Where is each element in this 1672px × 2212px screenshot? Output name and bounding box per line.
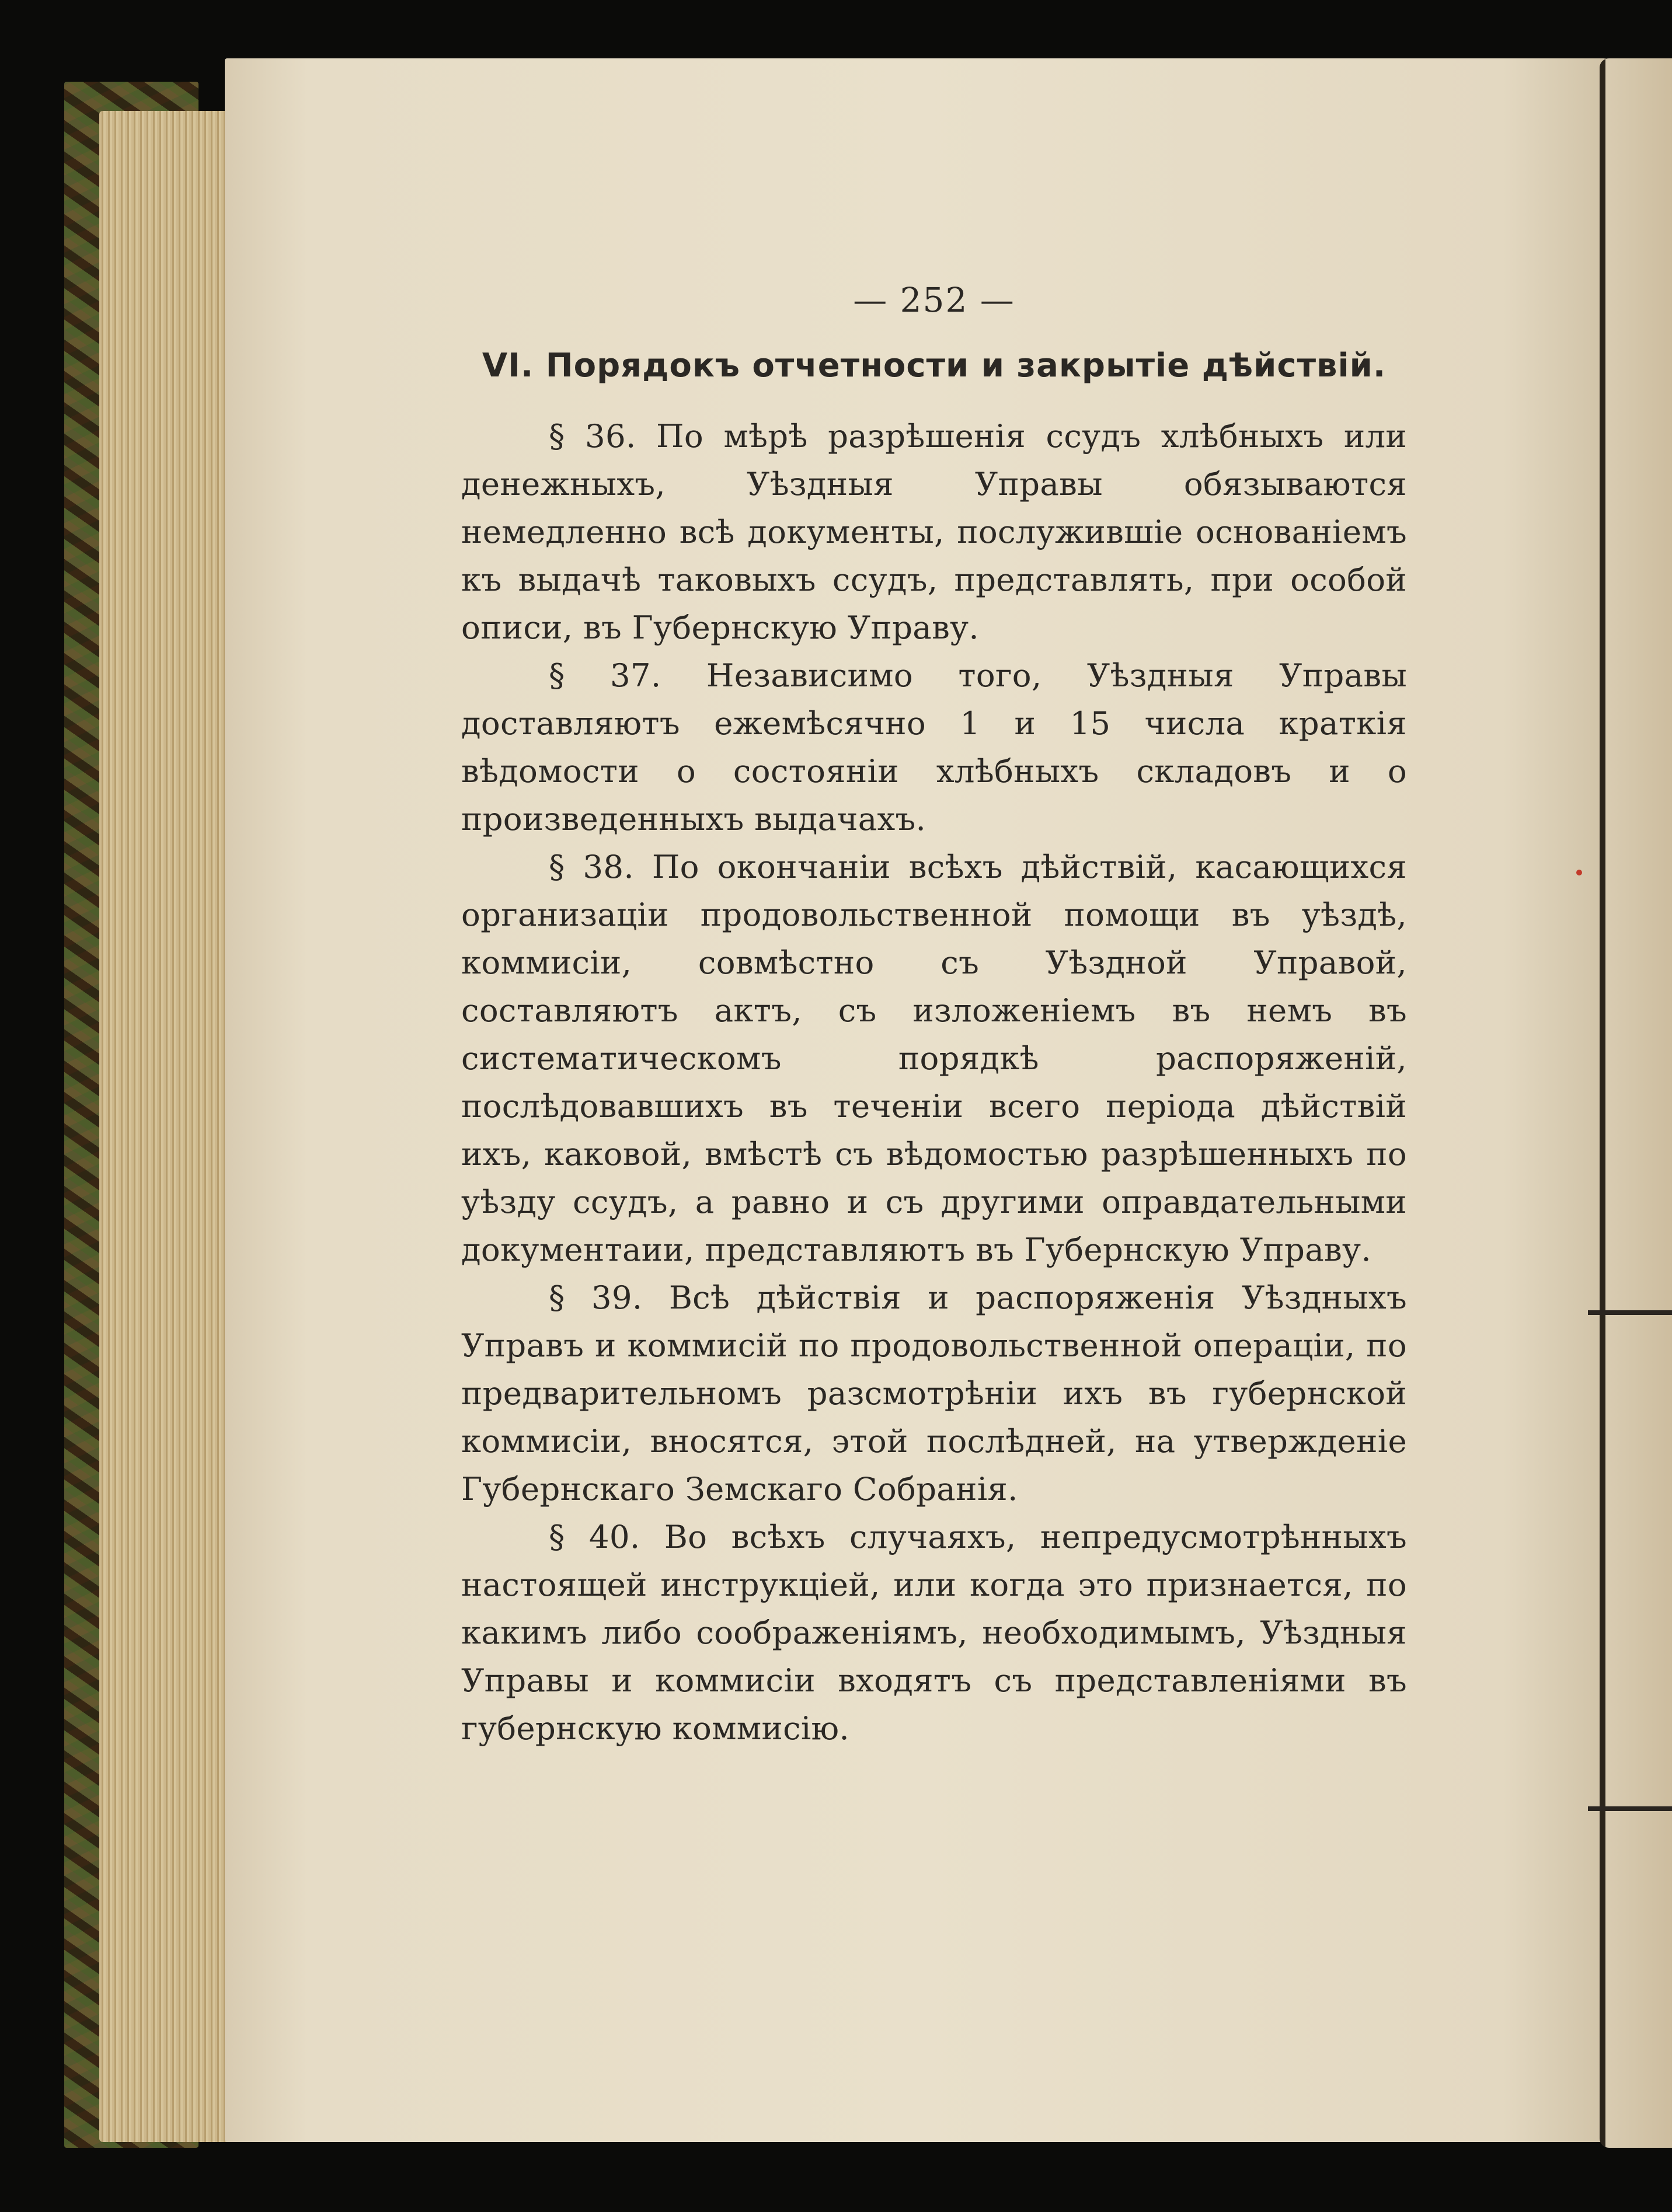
- paragraph-39: § 39. Всѣ дѣйствія и распоряженія Уѣздныхъ Управъ и коммисій по продовольственной операціи, по предварительномъ разсмотрѣніи ихъ въ губернской коммисіи, вносятся, этой послѣдней, на утвержденіе Губернскаго Земскаго Собранія.: [461, 1279, 1407, 1508]
- page-number: — 252 —: [853, 280, 1015, 320]
- paragraph-40: § 40. Во всѣхъ случаяхъ, непредусмотрѣнныхъ настоящей инструкціей, или когда это признается, по какимъ либо соображеніямъ, необходимымъ, Уѣздныя Управы и коммисіи входятъ съ представленіями въ губернскую коммисію.: [461, 1518, 1407, 1747]
- paragraph-38: § 38. По окончаніи всѣхъ дѣйствій, касающихся организаціи продовольственной помощи въ уѣздѣ, коммисіи, совмѣстно съ Уѣздной Управой, составляютъ актъ, съ изложеніемъ въ немъ въ систематическомъ порядкѣ распоряженій, послѣдовавшихъ въ теченіи всего періода дѣйствій ихъ, каковой, вмѣстѣ съ вѣдомостью разрѣшенныхъ по уѣзду ссудъ, а равно и съ другими оправдательными документаии, представляютъ въ Губернскую Управу.: [461, 848, 1407, 1268]
- clip-mark: [1588, 1806, 1672, 1811]
- red-dot: [1576, 870, 1582, 875]
- page-edges: [99, 111, 234, 2142]
- adjacent-page: [1600, 58, 1672, 2148]
- paragraph-37: § 37. Независимо того, Уѣздныя Управы доставляютъ ежемѣсячно 1 и 15 числа краткія вѣдомости о состояніи хлѣбныхъ складовъ и о произведенныхъ выдачахъ.: [461, 657, 1407, 838]
- clip-mark: [1588, 1310, 1672, 1315]
- paragraph-36: § 36. По мѣрѣ разрѣшенія ссудъ хлѣбныхъ или денежныхъ, Уѣздныя Управы обязываются немедленно всѣ документы, послужившіе основаніемъ къ выдачѣ таковыхъ ссудъ, представлять, при особой описи, въ Губернскую Управу.: [461, 417, 1407, 646]
- section-title: VI. Порядокъ отчетности и закрытіе дѣйствій.: [482, 347, 1387, 385]
- page-text: [461, 280, 1407, 1752]
